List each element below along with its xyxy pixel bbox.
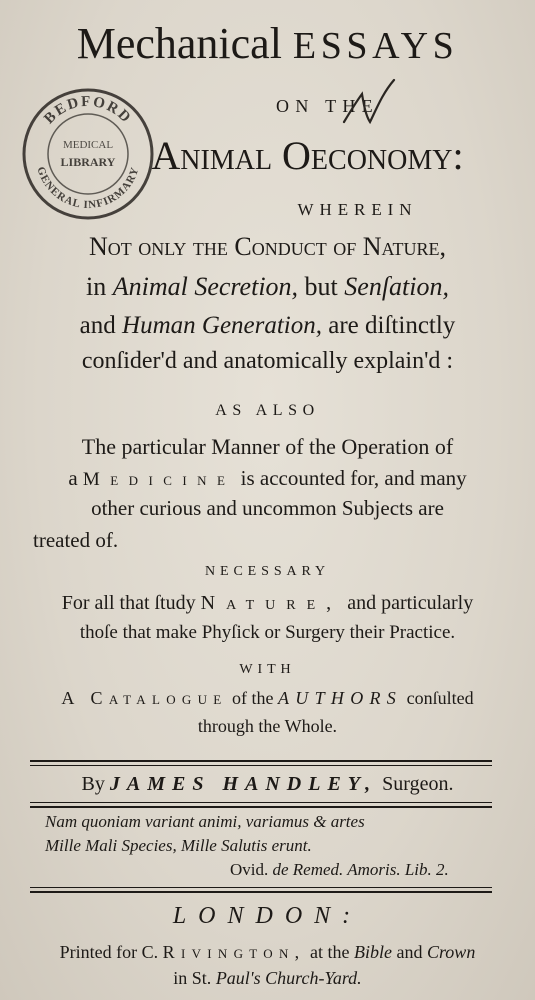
- nec-1-c: and particularly: [347, 592, 474, 614]
- stamp-top-text: BEDFORD: [41, 93, 135, 128]
- imp-2-a: in St.: [173, 968, 212, 988]
- title-line-1: [0, 18, 535, 69]
- wherein: WHEREIN: [297, 200, 418, 219]
- cat-1-authors: AUTHORS: [277, 688, 403, 708]
- epigraph-line-2: Mille Mali Species, Mille Salutis erunt.: [45, 836, 312, 855]
- desc-3-a: and: [79, 312, 116, 339]
- desc-line-4: conſider'd and anatomically explain'd :: [81, 348, 454, 374]
- desc-line-1: Not only the Conduct of Nature,: [88, 232, 447, 261]
- necessary: NECESSARY: [204, 564, 330, 579]
- para-line-4: treated of.: [33, 528, 119, 552]
- imp-1-a: Printed for C.: [59, 942, 159, 962]
- imp-1-crown: Crown: [426, 942, 476, 962]
- para-line-3: other curious and uncommon Subjects are: [91, 496, 444, 520]
- desc-2-c: but: [304, 272, 338, 301]
- epigraph-line-1: Nam quoniam variant animi, variamus & artes: [45, 812, 365, 831]
- epigraph-line-3: [230, 860, 449, 880]
- rule-top-1: [30, 760, 492, 762]
- desc-line-2: [0, 272, 535, 302]
- stamp-middle-1: MEDICAL: [62, 139, 114, 151]
- rule-top-2: [30, 765, 492, 766]
- para-line-2: [0, 466, 535, 491]
- author-line: [0, 773, 535, 796]
- title-mechanical: Mechanical: [76, 19, 282, 68]
- rule-bottom-2: [30, 891, 492, 893]
- desc-3-c: are diſtinctly: [328, 312, 456, 339]
- as-also: AS ALSO: [215, 402, 320, 419]
- desc-2-a: in: [85, 272, 107, 301]
- by: By: [81, 773, 105, 795]
- para-2-c: is accounted for, and many: [240, 466, 467, 490]
- para-2-a: a: [68, 466, 78, 490]
- title-essays: ESSAYS: [292, 25, 459, 67]
- imp-1-and: and: [396, 942, 423, 962]
- surgeon: Surgeon.: [382, 773, 454, 795]
- nec-line-2: thoſe that make Phyſick or Surgery their Practice.: [79, 622, 456, 643]
- nec-1-nature: Nature,: [200, 592, 343, 614]
- rule-mid-1: [30, 802, 492, 803]
- cat-line-1: [0, 688, 535, 709]
- cat-1-b: of the: [232, 688, 274, 708]
- rule-bottom-1: [30, 887, 492, 888]
- imprint-city: LONDON:: [172, 903, 363, 929]
- nec-1-a: For all that ſtudy: [61, 592, 196, 614]
- para-2-medicine: Medicine: [82, 469, 236, 490]
- stamp-bottom-text: GENERAL INFIRMARY: [34, 165, 142, 212]
- epi-3-ovid: Ovid.: [230, 860, 269, 879]
- imprint-line-2: [0, 968, 535, 989]
- imp-1-rivington: Rivington,: [162, 942, 306, 962]
- desc-2-b: Animal Secretion,: [112, 272, 299, 301]
- cat-1-d: conſulted: [406, 688, 474, 708]
- imp-1-bible: Bible: [353, 942, 392, 962]
- handwritten-mark-icon: [340, 72, 400, 132]
- title-line-2: Animal Oeconomy:: [151, 133, 464, 178]
- stamp-middle-2: LIBRARY: [60, 155, 116, 169]
- rule-mid-2: [30, 806, 492, 808]
- nec-line-1: [0, 592, 535, 615]
- with: WITH: [239, 662, 296, 677]
- desc-2-d: Senſation,: [344, 272, 449, 301]
- library-stamp-icon: [18, 84, 158, 224]
- epi-3-source: de Remed. Amoris. Lib. 2.: [272, 860, 449, 879]
- on-the: ON THE: [276, 96, 379, 116]
- imp-2-churchyard: Paul's Church-Yard.: [215, 968, 362, 988]
- para-line-1: The particular Manner of the Operation of: [81, 434, 454, 459]
- author-name: JAMES HANDLEY,: [109, 773, 378, 795]
- imprint-line-1: [0, 942, 535, 963]
- cat-line-2: through the Whole.: [197, 716, 338, 736]
- imp-1-c: at the: [309, 942, 350, 962]
- desc-line-3: [0, 312, 535, 340]
- cat-1-catalogue: A Catalogue: [61, 688, 228, 708]
- desc-3-b: Human Generation,: [122, 312, 323, 339]
